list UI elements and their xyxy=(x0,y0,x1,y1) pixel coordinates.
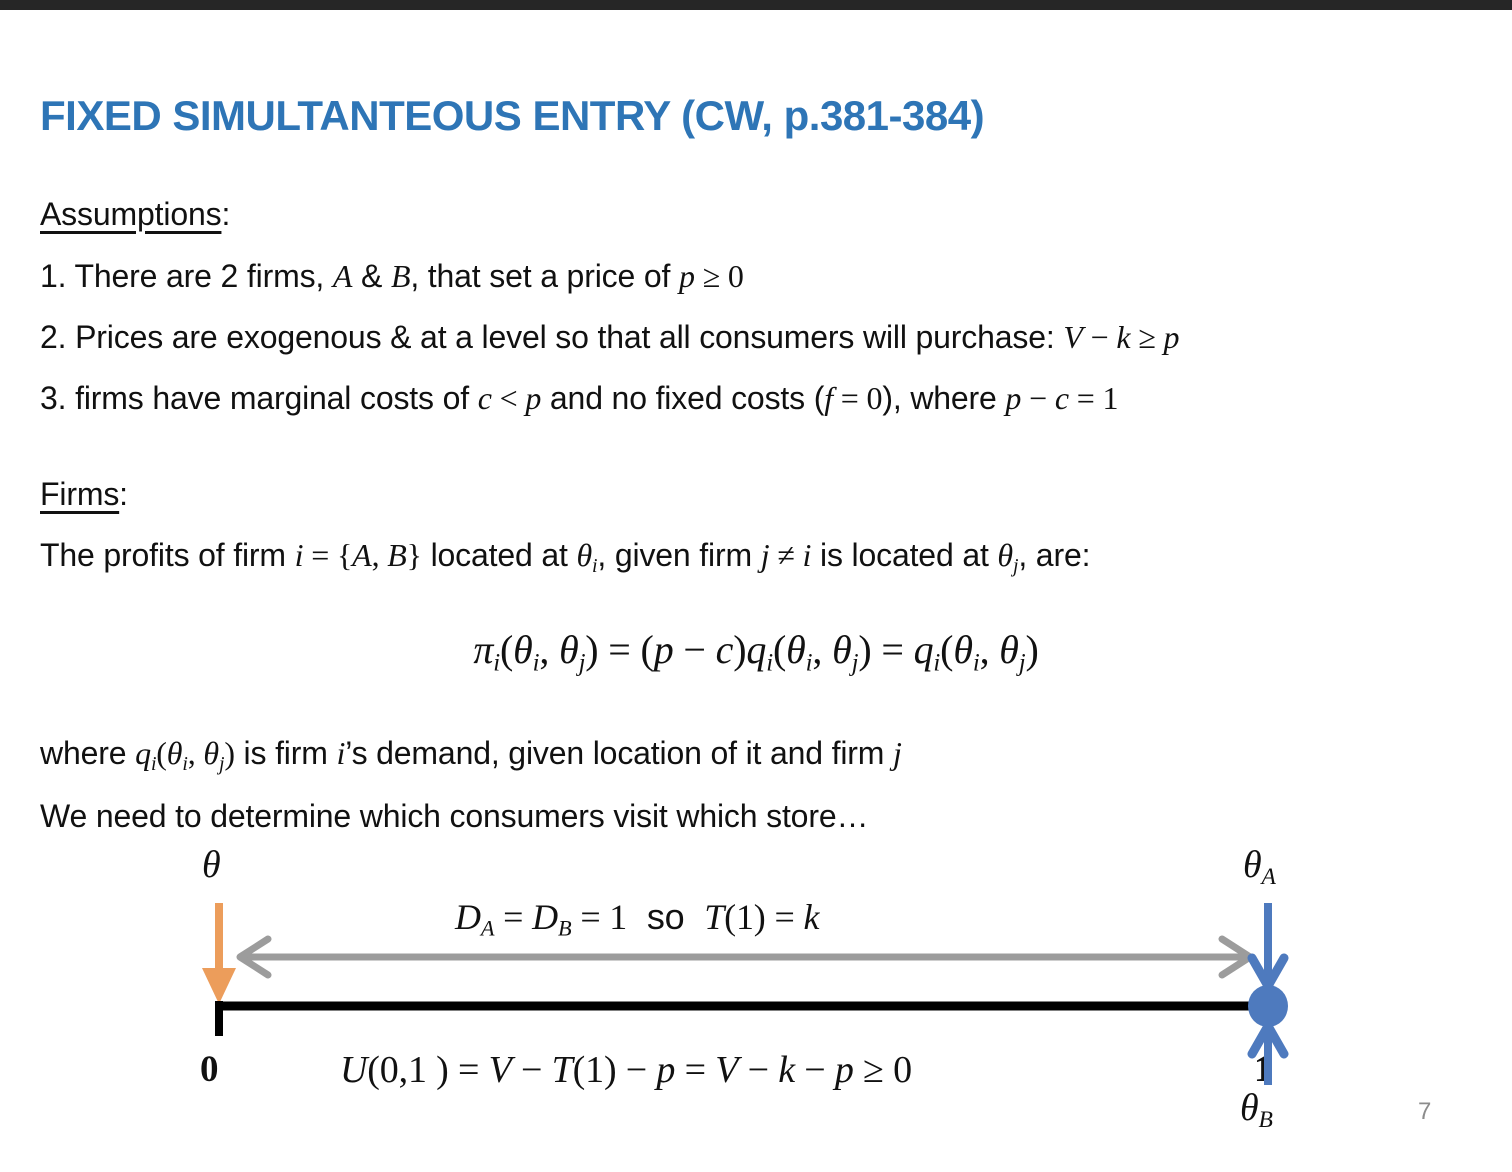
consumers-line: We need to determine which consumers visit which store… xyxy=(40,798,869,834)
theta-axis-label: θ xyxy=(202,844,221,886)
gray-double-arrow-icon xyxy=(240,939,1250,975)
distance-equation: $D_A = D_B = 1$ so T(1) = k xyxy=(455,896,820,941)
top-accent-bar xyxy=(0,0,1512,10)
assumption-item-1: 1. There are 2 firms, A & B, that set a price of p ≥ 0 xyxy=(40,258,744,294)
theta-b-label: $\theta_B$ xyxy=(1240,1087,1273,1134)
unit-interval-line xyxy=(216,1001,1264,1036)
firms-intro-line: The profits of firm i = {A, B} located at $\theta_i$, given firm j ≠ i is located at $\theta_j$, are: xyxy=(40,537,1091,577)
axis-tick-label-1: 1 xyxy=(1254,1049,1273,1090)
slide-title: FIXED SIMULTANTEOUS ENTRY (CW, p.381-384) xyxy=(40,92,985,140)
assumption-item-3: 3. firms have marginal costs of c < p and no fixed costs (f = 0), where p − c = 1 xyxy=(40,380,1119,416)
axis-tick-label-0: 0 xyxy=(200,1049,219,1090)
orange-down-arrow-icon xyxy=(202,903,236,1004)
page-number: 7 xyxy=(1418,1098,1432,1125)
demand-explanation-line: where $q_i(\theta_i$, $\theta_j$) is firm i’s demand, given location of it and firm j xyxy=(40,735,902,775)
firms-heading: Firms: xyxy=(40,476,128,512)
utility-equation: U(0,1 ) = V − T(1) − p = V − k − p ≥ 0 xyxy=(340,1049,912,1091)
theta-a-label: $\theta_A$ xyxy=(1243,844,1276,891)
profit-formula: $\pi_i(\theta_i$, $\theta_j) = (p - c)q_i(\theta_i$, $\theta_j) = q_i(\theta_i$, $\theta_j$) xyxy=(473,627,1039,677)
assumptions-heading: Assumptions: xyxy=(40,196,231,232)
assumption-item-2: 2. Prices are exogenous & at a level so that all consumers will purchase: V − k ≥ p xyxy=(40,319,1180,355)
